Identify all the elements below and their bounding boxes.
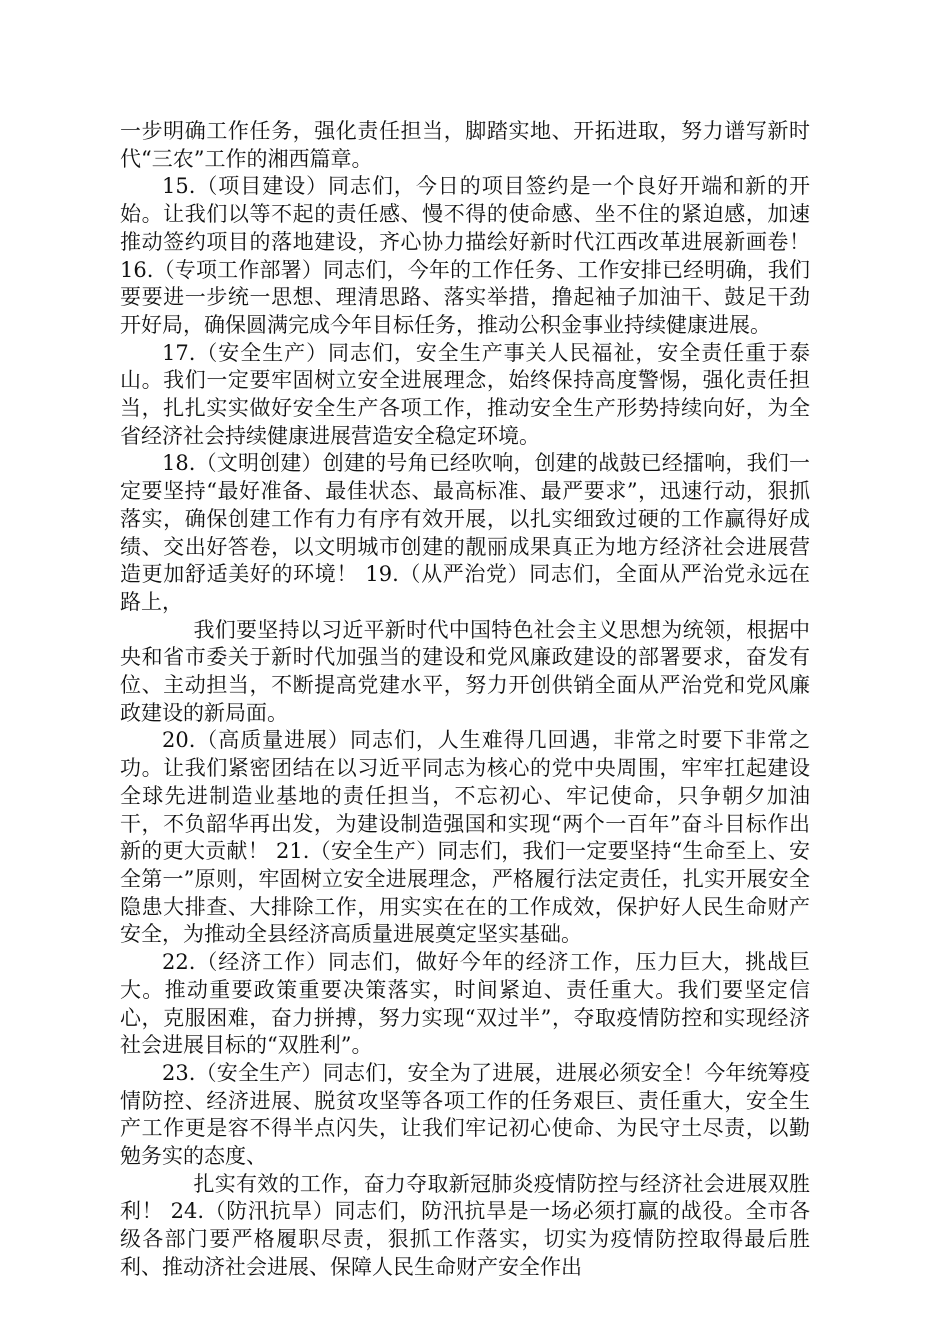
paragraph: 一步明确工作任务，强化责任担当，脚踏实地、开拓进取，努力谱写新时代“三农”工作的湘西篇章。 bbox=[120, 119, 810, 171]
paragraph: 18.（文明创建）创建的号角已经吹响，创建的战鼓已经擂响，我们一定要坚持“最好准备、最佳状态、最高标准、最严要求”，迅速行动，狠抓落实，确保创建工作有力有序有效开展，以扎实细致过硬的工作赢得好成绩、交出好答卷，以文明城市创建的靓丽成果真正为地方经济社会进展营造更加舒适美好的环境！ 19.（从严治党）同志们，全面从严治党永远在路上， bbox=[120, 451, 810, 614]
paragraph: 15.（项目建设）同志们，今日的项目签约是一个良好开端和新的开始。让我们以等不起的责任感、慢不得的使命感、坐不住的紧迫感，加速推动签约项目的落地建设，齐心协力描绘好新时代江西改革进展新画卷！ 16.（专项工作部署）同志们，今年的工作任务、工作安排已经明确，我们要要进一步统一思想、理清思路、落实举措，撸起袖子加油干、鼓足干劲开好局，确保圆满完成今年目标任务，推动公积金事业持续健康进展。 bbox=[120, 174, 810, 337]
paragraph: 20.（高质量进展）同志们，人生难得几回遇，非常之时要下非常之功。让我们紧密团结在以习近平同志为核心的党中央周围，牢牢扛起建设全球先进制造业基地的责任担当，不忘初心、牢记使命，只争朝夕加油干，不负韶华再出发，为建设制造强国和实现“两个一百年”奋斗目标作出新的更大贡献！ 21.（安全生产）同志们，我们一定要坚持“生命至上、安全第一”原则，牢固树立安全进展理念，严格履行法定责任，扎实开展安全隐患大排查、大排除工作，用实实在在的工作成效，保护好人民生命财产安全，为推动全县经济高质量进展奠定坚实基础。 bbox=[120, 728, 810, 947]
paragraph: 22.（经济工作）同志们，做好今年的经济工作，压力巨大，挑战巨大。推动重要政策重要决策落实，时间紧迫、责任重大。我们要坚定信心，克服困难，奋力拼搏，努力实现“双过半”，夺取疫情防控和实现经济社会进展目标的“双胜利”。 bbox=[120, 950, 810, 1058]
paragraph: 17.（安全生产）同志们，安全生产事关人民福祉，安全责任重于泰山。我们一定要牢固树立安全进展理念，始终保持高度警惕，强化责任担当，扎扎实实做好安全生产各项工作，推动安全生产形势持续向好，为全省经济社会持续健康进展营造安全稳定环境。 bbox=[120, 340, 810, 448]
paragraph: 我们要坚持以习近平新时代中国特色社会主义思想为统领，根据中央和省市委关于新时代加强当的建设和党风廉政建设的部署要求，奋发有位、主动担当，不断提高党建水平，努力开创供销全面从严治党和党风廉政建设的新局面。 bbox=[120, 617, 810, 725]
paragraph: 23.（安全生产）同志们，安全为了进展，进展必须安全！今年统筹疫情防控、经济进展、脱贫攻坚等各项工作的任务艰巨、责任重大，安全生产工作更是容不得半点闪失，让我们牢记初心使命、为民守土尽责，以勤勉务实的态度、 bbox=[120, 1060, 810, 1169]
body-text bbox=[120, 118, 810, 1282]
paragraph: 扎实有效的工作，奋力夺取新冠肺炎疫情防控与经济社会进展双胜利！ 24.（防汛抗旱）同志们，防汛抗旱是一场必须打赢的战役。全市各级各部门要严格履职尽责，狠抓工作落实，切实为疫情防控取得最后胜利、推动济社会进展、保障人民生命财产安全作出 bbox=[120, 1171, 810, 1279]
